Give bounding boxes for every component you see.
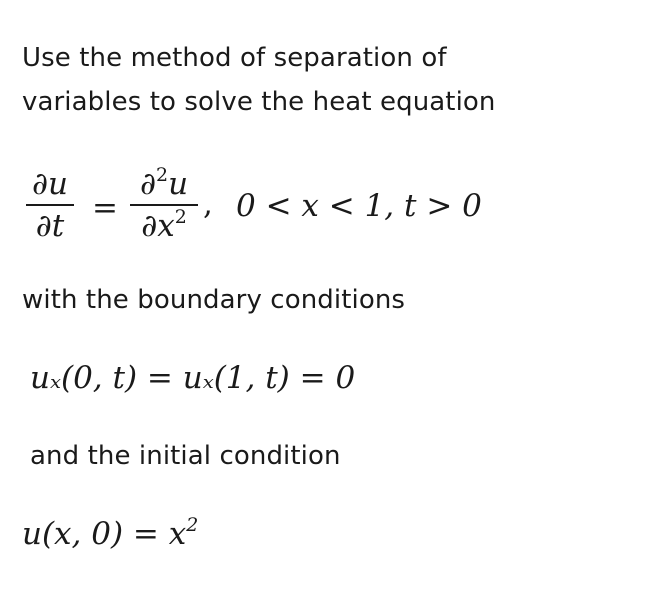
intro-line-1: Use the method of separation of	[22, 43, 447, 73]
boundary-equation: uₓ(0, t) = uₓ(1, t) = 0	[30, 360, 356, 396]
rhs-fraction	[130, 164, 198, 246]
equation-comma: ,	[203, 186, 213, 222]
domain-condition: 0 < x < 1, t > 0	[236, 188, 482, 224]
boundary-label: with the boundary conditions	[22, 285, 406, 315]
rhs-denominator-power: 2	[174, 205, 187, 228]
initial-equation-power: 2	[186, 514, 199, 536]
rhs-numerator	[130, 164, 198, 204]
initial-equation-lhs: u(x, 0) = x	[22, 516, 187, 552]
lhs-denominator: ∂t	[35, 207, 65, 244]
initial-equation	[22, 516, 198, 552]
rhs-numerator-power: 2	[155, 164, 169, 186]
lhs-fraction	[26, 164, 74, 246]
initial-label: and the initial condition	[30, 441, 341, 471]
rhs-numerator-var: u	[168, 166, 189, 202]
equals-sign: =	[92, 190, 118, 226]
rhs-denominator	[130, 206, 198, 246]
rhs-denominator-var: ∂x	[141, 207, 175, 244]
intro-line-2: variables to solve the heat equation	[22, 87, 496, 117]
lhs-numerator: ∂u	[32, 166, 68, 202]
rhs-numerator-partial: ∂	[139, 166, 156, 202]
